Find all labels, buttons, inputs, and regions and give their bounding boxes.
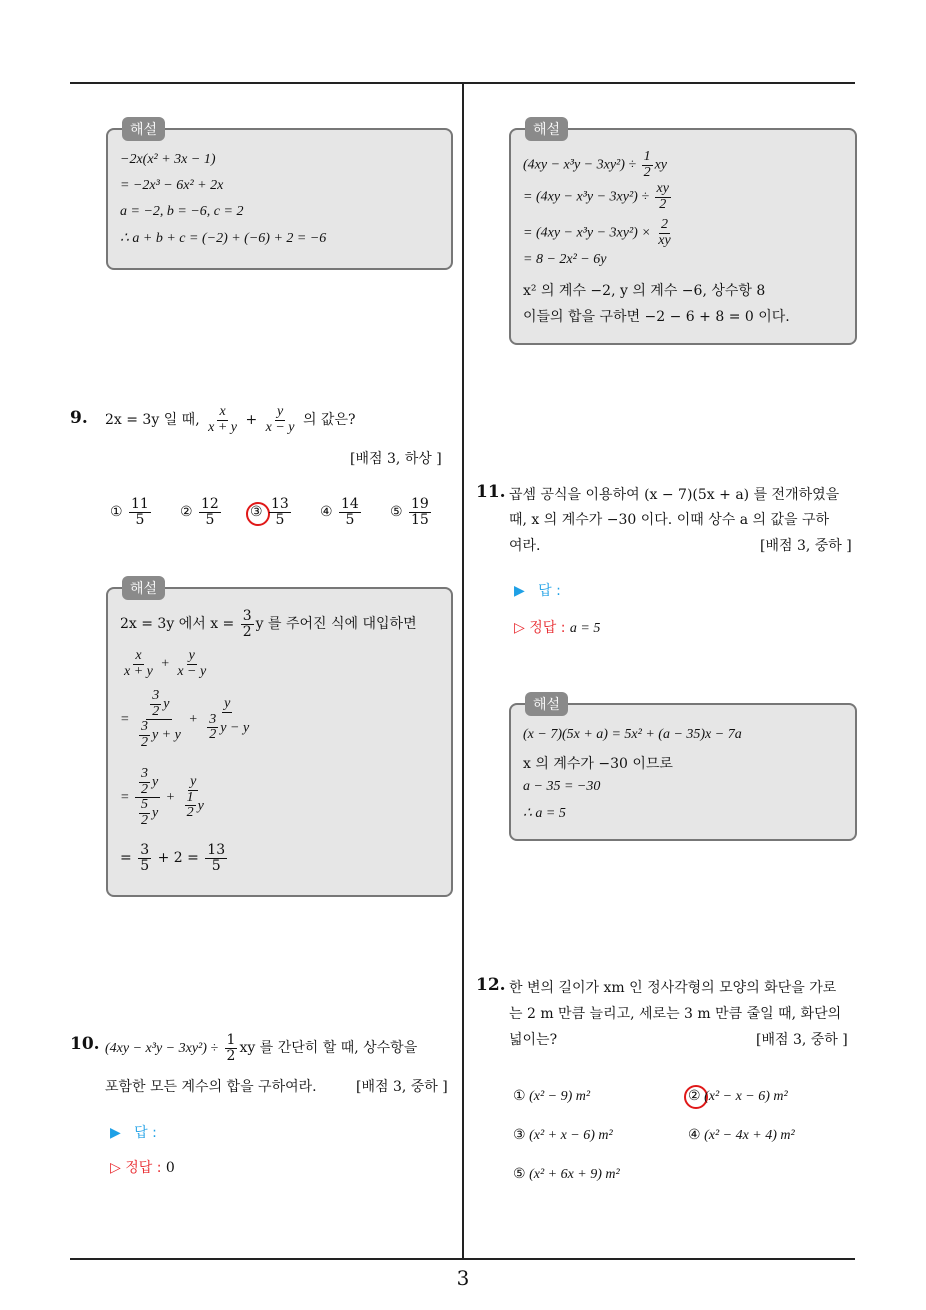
score-label: [배점 3, 중하 ] <box>356 1079 448 1095</box>
choice-3[interactable]: ③ (x² + x − 6) m² <box>513 1128 613 1143</box>
question-number: 10. <box>70 1034 100 1054</box>
correct-answer: ▷ 정답 : a = 5 <box>514 620 601 636</box>
solution-line: −2x(x² + 3x − 1) <box>120 152 216 167</box>
question-number: 11. <box>476 482 506 502</box>
correct-answer: ▷ 정답 : 0 <box>110 1160 175 1176</box>
question-text: 포함한 모든 계수의 합을 구하여라. <box>105 1079 317 1095</box>
question-text: 한 변의 길이가 xm 인 정사각형의 모양의 화단을 가로 <box>509 980 837 996</box>
choice-3[interactable]: ③ $\frac{13}{5}$ <box>250 496 289 528</box>
solution-line: (x − 7)(5x + a) = 5x² + (a − 35)x − 7a <box>523 727 742 742</box>
answer-field[interactable]: ▶ 답 : <box>110 1125 157 1141</box>
solution-line: $\frac{x}{x + y}$ + $\frac{y}{x - y}$ <box>124 648 207 679</box>
solution-line: = (4xy − x³y − 3xy²) ÷ $\frac{xy}{2}$ <box>523 181 669 212</box>
solution-line: (4xy − x³y − 3xy²) ÷ $\frac{1}{2}$ xy <box>523 149 668 180</box>
question-text: 곱셈 공식을 이용하여 (x − 7)(5x + a) 를 전개하였을 <box>509 487 840 503</box>
plus-sign: + <box>245 412 258 429</box>
solution-label: 해설 <box>525 117 568 141</box>
solution-line: x² 의 계수 −2, y 의 계수 −6, 상수항 8 <box>523 283 766 299</box>
solution-line: = (4xy − x³y − 3xy²) × $\frac{2}{xy}$ <box>523 217 671 248</box>
solution-line: ∴ a = 5 <box>523 806 566 821</box>
question-text <box>105 405 355 435</box>
solution-label: 해설 <box>122 576 165 600</box>
play-icon: ▶ <box>514 583 525 599</box>
column-divider <box>462 82 464 1260</box>
play-icon: ▶ <box>110 1125 121 1141</box>
question-text-b: 의 값은? <box>302 412 356 429</box>
solution-line: a = −2, b = −6, c = 2 <box>120 204 244 219</box>
choice-2[interactable]: ② $\frac{12}{5}$ <box>180 496 219 528</box>
solution-line: = $\frac{3}{2}$ y $\frac{5}{2}$ y + y $\frac{1}{2}$ y <box>120 766 204 829</box>
fraction: $\frac{x}{x + y}$ <box>208 404 237 435</box>
arrow-icon: ▷ <box>110 1160 121 1176</box>
choice-1[interactable]: ① (x² − 9) m² <box>513 1089 591 1104</box>
choice-5[interactable]: ⑤ (x² + 6x + 9) m² <box>513 1167 620 1182</box>
choice-2[interactable]: ② (x² − x − 6) m² <box>688 1089 788 1104</box>
choice-5[interactable]: ⑤ $\frac{19}{15}$ <box>390 496 429 528</box>
solution-box-q9 <box>106 581 453 897</box>
solution-line: = $\frac{3}{5}$ + 2 = $\frac{13}{5}$ <box>120 842 226 874</box>
solution-line: 2x = 3y 에서 x = $\frac{3}{2}$ y 를 주어진 식에 대입하면 <box>120 608 417 640</box>
choice-4[interactable]: ④ (x² − 4x + 4) m² <box>688 1128 795 1143</box>
question-number: 12. <box>476 975 506 995</box>
question-text: 넓이는? <box>509 1032 558 1048</box>
score-label: [배점 3, 중하 ] <box>756 1032 848 1048</box>
question-number: 9. <box>70 408 88 428</box>
solution-box-q11 <box>509 697 857 841</box>
question-text: 는 2 m 만큼 늘리고, 세로는 3 m 만큼 줄일 때, 화단의 <box>509 1006 842 1022</box>
solution-line: x 의 계수가 −30 이므로 <box>523 756 673 772</box>
solution-line: 이들의 합을 구하면 −2 − 6 + 8 = 0 이다. <box>523 309 790 325</box>
solution-label: 해설 <box>525 692 568 716</box>
score-label: [배점 3, 중하 ] <box>760 538 852 554</box>
solution-line: ∴ a + b + c = (−2) + (−6) + 2 = −6 <box>120 231 327 246</box>
choice-1[interactable]: ① $\frac{11}{5}$ <box>110 496 149 528</box>
choice-4[interactable]: ④ $\frac{14}{5}$ <box>320 496 359 528</box>
solution-box-q10 <box>509 122 857 345</box>
solution-label: 해설 <box>122 117 165 141</box>
question-text-a: 2x = 3y 일 때, <box>105 412 200 429</box>
solution-box-prev <box>106 122 453 270</box>
fraction: $\frac{y}{x - y}$ <box>265 404 295 435</box>
arrow-icon: ▷ <box>514 620 525 636</box>
question-text: 여라. <box>509 538 541 554</box>
solution-line: a − 35 = −30 <box>523 779 601 794</box>
page-number: 3 <box>456 1266 470 1290</box>
solution-line: = 8 − 2x² − 6y <box>523 252 607 267</box>
answer-field[interactable]: ▶ 답 : <box>514 583 561 599</box>
solution-line: = $\frac{3}{2}$ y $\frac{3}{2}$ y + y + y $\frac{3}{2}$ y − y <box>120 688 250 751</box>
question-text: (4xy − x³y − 3xy²) ÷ $\frac{1}{2}$ xy 를 간단히 할 때, 상수항을 <box>105 1032 418 1064</box>
question-text: 때, x 의 계수가 −30 이다. 이때 상수 a 의 값을 구하 <box>509 512 830 528</box>
solution-line: = −2x³ − 6x² + 2x <box>120 178 224 193</box>
score-label: [배점 3, 하상 ] <box>350 451 442 467</box>
bottom-rule <box>70 1258 855 1260</box>
